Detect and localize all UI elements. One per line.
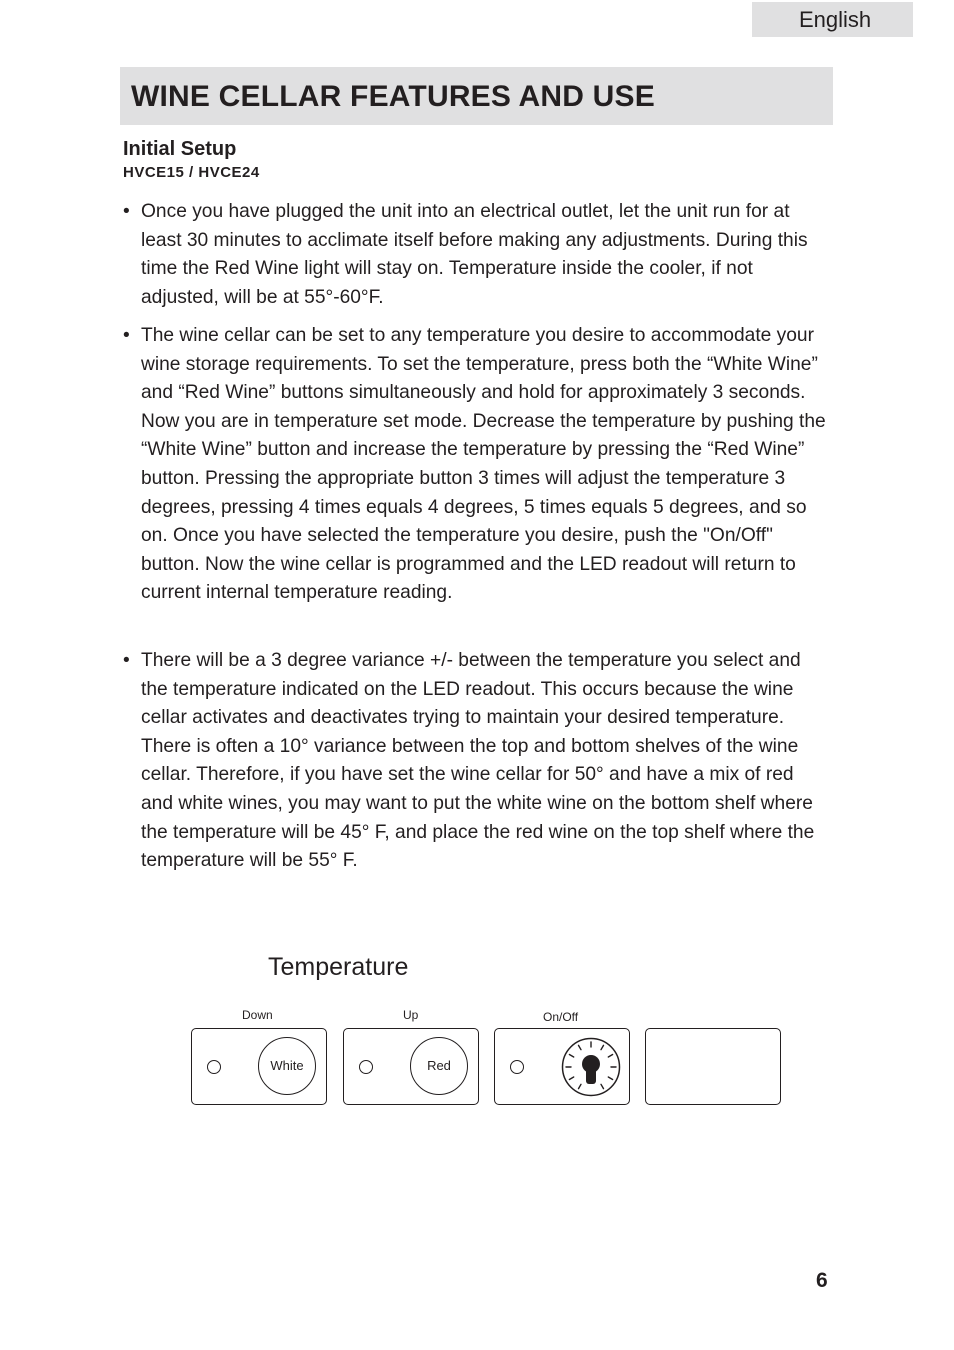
section-heading: Initial Setup	[123, 138, 237, 160]
bullet-dot: •	[123, 201, 130, 222]
bullet-dot: •	[123, 325, 130, 346]
bullet-paragraph	[123, 647, 829, 876]
bullet-text: The wine cellar can be set to any temperature you desire to accommodate your wine storage requirements. To set the temperature, press both the “White Wine” and “Red Wine” buttons simultaneously and hold for approximately 3 seconds. Now you are in temperature set mode. Decrease the temperature by pushing the “White Wine” button and increase the temperature by pressing the “Red Wine” button. Pressing the appropriate button 3 times will adjust the temperature 3 degrees, pressing 4 times equals 4 degrees, 5 times equals 5 degrees, and so on. Once you have selected the temperature you desire, push the "On/Off" button. Now the wine cellar is programmed and the LED readout will return to current internal temperature reading.	[141, 325, 826, 604]
language-tab: English	[752, 2, 913, 37]
onoff-label: On/Off	[543, 1010, 579, 1024]
page-number: 6	[816, 1269, 828, 1292]
white-wine-panel	[191, 1028, 327, 1105]
bullet-text: There will be a 3 degree variance +/- between the temperature you select and the temperature indicated on the LED readout. This occurs because the wine cellar activates and deactivates trying to maintain your desired temperature. There is often a 10° variance between the top and bottom shelves of the wine cellar. Therefore, if you have set the wine cellar for 50° and have a mix of red and white wines, you may want to put the white wine on the bottom shelf where the temperature will be 45° F, and place the red wine on the top shelf where the temperature will be 55° F.	[141, 650, 815, 872]
power-knob-icon	[561, 1037, 621, 1097]
page-title: WINE CELLAR FEATURES AND USE	[131, 80, 655, 113]
red-wine-indicator-light	[359, 1060, 373, 1074]
white-wine-button: White	[258, 1037, 316, 1095]
model-numbers: HVCE15 / HVCE24	[123, 164, 260, 181]
onoff-panel	[494, 1028, 630, 1105]
diagram-title: Temperature	[268, 953, 409, 981]
bullet-paragraph	[123, 322, 829, 608]
power-indicator-light	[510, 1060, 524, 1074]
title-bar	[120, 67, 833, 125]
led-display-panel	[645, 1028, 781, 1105]
red-wine-button: Red	[410, 1037, 468, 1095]
red-wine-panel	[343, 1028, 479, 1105]
bullet-text: Once you have plugged the unit into an electrical outlet, let the unit run for at least 30 minutes to acclimate itself before making any adjustments. During this time the Red Wine light will stay on. Temperature inside the cooler, if not adjusted, will be at 55°-60°F.	[141, 201, 808, 308]
down-label: Down	[242, 1008, 273, 1022]
bullet-dot: •	[123, 650, 130, 671]
white-wine-indicator-light	[207, 1060, 221, 1074]
up-label: Up	[403, 1008, 419, 1022]
bullet-paragraph	[123, 198, 829, 312]
section-heading-block	[123, 137, 260, 185]
